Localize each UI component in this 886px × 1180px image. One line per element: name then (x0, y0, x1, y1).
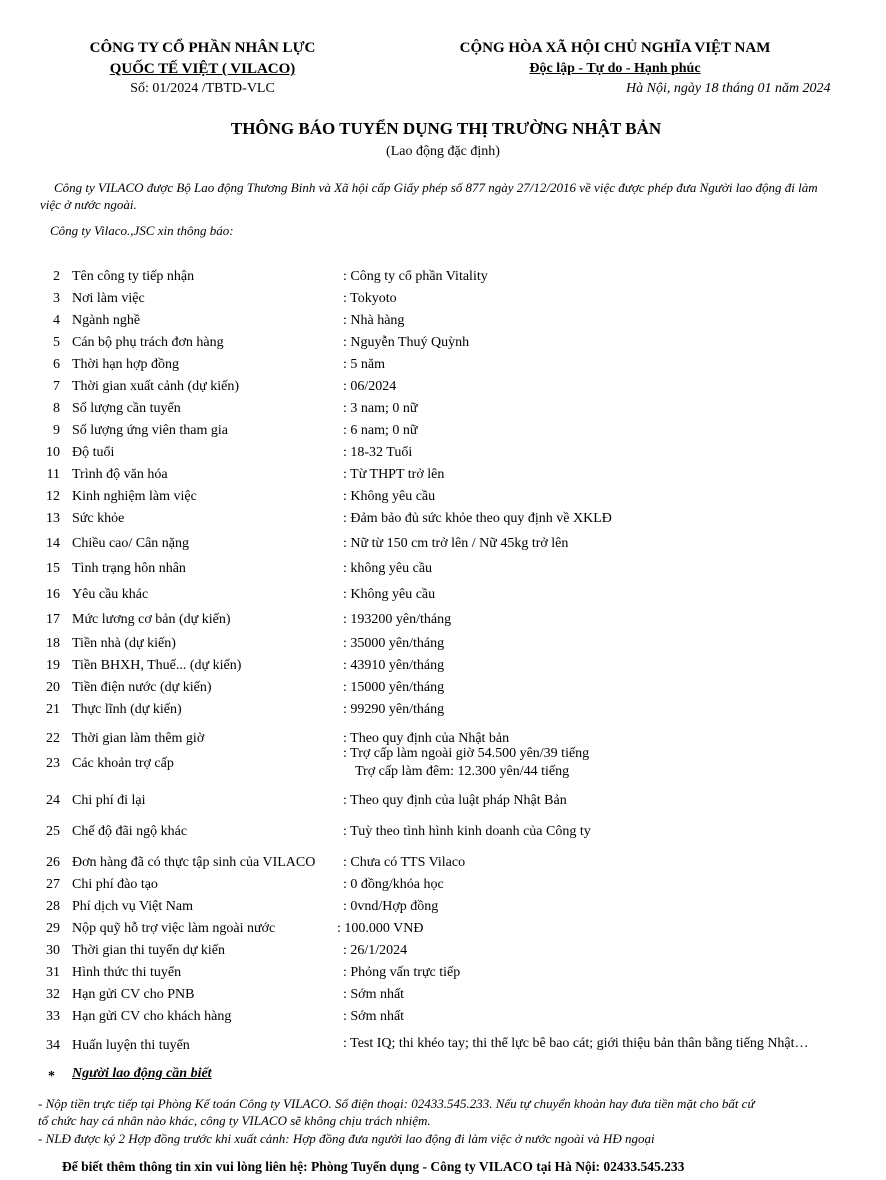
table-row (0, 445, 886, 465)
row-value-continued: Trợ cấp làm đêm: 12.300 yên/44 tiếng (355, 764, 570, 779)
row-number: 32 (46, 987, 60, 1002)
row-label: Sức khỏe (72, 511, 125, 526)
row-value: : Công ty cổ phần Vitality (343, 269, 488, 284)
row-number: 27 (46, 877, 60, 892)
row-number: 33 (46, 1009, 60, 1024)
row-label: Thực lĩnh (dự kiến) (72, 702, 182, 717)
row-label: Đơn hàng đã có thực tập sinh của VILACO (72, 855, 316, 870)
row-number: 3 (53, 291, 60, 306)
table-row (0, 943, 886, 963)
row-label: Trình độ văn hóa (72, 467, 168, 482)
table-row (0, 1009, 886, 1029)
row-label: Chế độ đãi ngộ khác (72, 824, 188, 839)
nation-motto: Độc lập - Tự do - Hạnh phúc (529, 61, 701, 76)
table-row (0, 702, 886, 722)
row-label: Huấn luyện thi tuyển (72, 1038, 190, 1053)
table-row (0, 313, 886, 333)
row-number: 26 (46, 855, 60, 870)
row-label: Chi phí đào tạo (72, 877, 158, 892)
row-value: : Từ THPT trở lên (343, 467, 445, 482)
table-row (0, 561, 886, 581)
row-label: Số lượng ứng viên tham gia (72, 423, 228, 438)
table-row (0, 636, 886, 656)
row-label: Phí dịch vụ Việt Nam (72, 899, 194, 914)
company-name-line2: QUỐC TẾ VIỆT ( VILACO) (109, 61, 296, 77)
row-label: Độ tuổi (72, 445, 115, 460)
table-row (0, 612, 886, 632)
page-title: THÔNG BÁO TUYỂN DỤNG THỊ TRƯỜNG NHẬT BẢN (230, 119, 662, 138)
row-value: : Trợ cấp làm ngoài giờ 54.500 yên/39 tiếng (343, 746, 590, 761)
row-value: : 3 nam; 0 nữ (343, 401, 418, 416)
row-number: 4 (53, 313, 60, 328)
row-value: : Sớm nhất (343, 1009, 405, 1024)
table-row (0, 536, 886, 556)
row-label: Thời gian làm thêm giờ (72, 731, 205, 746)
row-number: 34 (46, 1038, 60, 1053)
row-label: Hạn gửi CV cho khách hàng (72, 1009, 232, 1024)
notice-line: Công ty Vilaco.,JSC xin thông báo: (50, 223, 234, 238)
table-row (0, 467, 886, 487)
table-row (0, 877, 886, 897)
note-2: - NLĐ được ký 2 Hợp đồng trước khi xuất cảnh: Hợp đồng đưa người lao động đi làm việc ở nước ngoài và HĐ ngoại (38, 1131, 655, 1146)
table-row (0, 401, 886, 421)
document-number: Số: 01/2024 /TBTD-VLC (130, 81, 275, 96)
row-label: Chiều cao/ Cân nặng (72, 536, 190, 551)
table-row (0, 489, 886, 509)
row-value: : 99290 yên/tháng (343, 702, 445, 717)
table-row (0, 269, 886, 289)
table-row (0, 511, 886, 531)
row-number: 12 (46, 489, 60, 504)
row-value: : Đảm bảo đủ sức khỏe theo quy định về XKLĐ (343, 511, 612, 526)
row-value: : Nữ từ 150 cm trở lên / Nữ 45kg trở lên (343, 536, 569, 551)
row-number: 21 (46, 702, 60, 717)
row-number: 28 (46, 899, 60, 914)
row-number: 7 (53, 379, 60, 394)
row-label: Nơi làm việc (72, 291, 145, 306)
table-row (0, 335, 886, 355)
row-label: Ngành nghề (72, 313, 141, 328)
row-value: : 18-32 Tuổi (343, 445, 413, 460)
row-number: 30 (46, 943, 60, 958)
row-value: : Theo quy định của Nhật bản (343, 731, 510, 746)
row-label: Nộp quỹ hỗ trợ việc làm ngoài nước (72, 921, 276, 936)
row-number: 8 (53, 401, 60, 416)
note-1-line-2: tổ chức hay cá nhân nào khác, công ty VILACO sẽ không chịu trách nhiệm. (38, 1113, 431, 1128)
row-value: : Sớm nhất (343, 987, 405, 1002)
row-label: Cán bộ phụ trách đơn hàng (72, 335, 224, 350)
row-value: : Không yêu cầu (343, 587, 436, 602)
row-number: 2 (53, 269, 60, 284)
table-row (0, 423, 886, 443)
row-label: Yêu cầu khác (72, 587, 149, 602)
row-label: Chi phí đi lại (72, 793, 146, 808)
table-row (0, 680, 886, 700)
table-row (0, 921, 886, 941)
row-label: Thời gian thi tuyển dự kiến (72, 943, 226, 958)
row-number: 29 (46, 921, 60, 936)
row-value: : Không yêu cầu (343, 489, 436, 504)
row-number: 11 (46, 467, 60, 482)
row-number: 24 (46, 793, 60, 808)
row-value: : 193200 yên/tháng (343, 612, 452, 627)
note-1-line-1: - Nộp tiền trực tiếp tại Phòng Kế toán Công ty VILACO. Số điện thoại: 02433.545.233. Nếu tự chuyển khoản hay đưa tiền mặt cho bất cứ (38, 1096, 755, 1111)
row-label: Thời hạn hợp đồng (72, 357, 179, 372)
row-label: Tên công ty tiếp nhận (72, 269, 195, 284)
row-value: : 5 năm (343, 357, 385, 372)
row-label: Hạn gửi CV cho PNB (72, 987, 195, 1002)
row-number: 13 (46, 511, 60, 526)
row-label: Thời gian xuất cảnh (dự kiến) (72, 379, 239, 394)
table-row (0, 658, 886, 678)
section-bullet: * (48, 1069, 55, 1084)
table-row (0, 899, 886, 919)
page-subtitle: (Lao động đặc định) (386, 144, 500, 159)
table-row (0, 587, 886, 607)
row-value: : 43910 yên/tháng (343, 658, 445, 673)
row-label: Tiền BHXH, Thuế... (dự kiến) (72, 658, 242, 673)
row-value: : Theo quy định của luật pháp Nhật Bản (343, 793, 567, 808)
table-row (0, 746, 886, 779)
row-number: 6 (53, 357, 60, 372)
row-number: 23 (46, 756, 60, 771)
row-label: Số lượng cần tuyển (72, 401, 181, 416)
row-value: : 35000 yên/tháng (343, 636, 445, 651)
nation-title: CỘNG HÒA XÃ HỘI CHỦ NGHĨA VIỆT NAM (459, 40, 771, 56)
row-number: 14 (46, 536, 60, 551)
contact-info: Để biết thêm thông tin xin vui lòng liên hệ: Phòng Tuyển dụng - Công ty VILACO tại Hà Nội: 02433.545.233 (62, 1159, 685, 1174)
row-label: Tình trạng hôn nhân (72, 561, 186, 576)
row-number: 17 (46, 612, 60, 627)
row-label: Kinh nghiệm làm việc (72, 489, 197, 504)
table-row (0, 855, 886, 875)
row-value: : Nguyễn Thuý Quỳnh (343, 335, 470, 350)
document-date: Hà Nội, ngày 18 tháng 01 năm 2024 (626, 81, 831, 96)
table-row (0, 824, 886, 844)
row-label: Tiền nhà (dự kiến) (72, 636, 176, 651)
table-row (0, 357, 886, 377)
row-number: 15 (46, 561, 60, 576)
row-value: : Chưa có TTS Vilaco (343, 855, 466, 870)
row-label: Các khoản trợ cấp (72, 756, 174, 771)
row-number: 25 (46, 824, 60, 839)
section-heading: Người lao động cần biết (72, 1066, 212, 1081)
row-number: 5 (53, 335, 60, 350)
intro-line-1: Công ty VILACO được Bộ Lao động Thương Binh và Xã hội cấp Giấy phép số 877 ngày 27/12/2016 về việc được phép đưa Người lao động đi làm (54, 180, 818, 195)
row-number: 16 (46, 587, 60, 602)
row-value: : 26/1/2024 (343, 943, 408, 958)
row-value: : 06/2024 (343, 379, 397, 394)
row-value: : 0vnd/Hợp đồng (343, 899, 439, 914)
row-number: 22 (46, 731, 60, 746)
table-row (0, 379, 886, 399)
row-number: 18 (46, 636, 60, 651)
row-value: : Test IQ; thi khéo tay; thi thể lực bê bao cát; giới thiệu bản thân bằng tiếng Nhật… (343, 1036, 809, 1051)
row-value: : Tokyoto (343, 291, 397, 306)
row-value: : 6 nam; 0 nữ (343, 423, 418, 438)
row-number: 19 (46, 658, 60, 673)
row-label: Mức lương cơ bản (dự kiến) (72, 612, 231, 627)
row-value: : Nhà hàng (343, 313, 405, 328)
row-value: : 0 đồng/khóa học (343, 877, 444, 892)
row-value: : 100.000 VNĐ (337, 921, 424, 936)
row-value: : 15000 yên/tháng (343, 680, 445, 695)
table-row (0, 987, 886, 1007)
row-value: : Phỏng vấn trực tiếp (343, 965, 461, 980)
table-row (0, 965, 886, 985)
table-row (0, 1038, 886, 1058)
row-number: 20 (46, 680, 60, 695)
row-number: 9 (53, 423, 60, 438)
intro-line-2: việc ở nước ngoài. (40, 197, 137, 212)
row-label: Hình thức thi tuyển (72, 965, 182, 980)
table-row (0, 291, 886, 311)
row-value: : không yêu cầu (343, 561, 433, 576)
company-name-line1: CÔNG TY CỔ PHẦN NHÂN LỰC (89, 40, 316, 56)
row-value: : Tuỳ theo tình hình kinh doanh của Công ty (343, 824, 591, 839)
row-label: Tiền điện nước (dự kiến) (72, 680, 212, 695)
row-number: 10 (46, 445, 60, 460)
row-number: 31 (46, 965, 60, 980)
table-row (0, 793, 886, 813)
